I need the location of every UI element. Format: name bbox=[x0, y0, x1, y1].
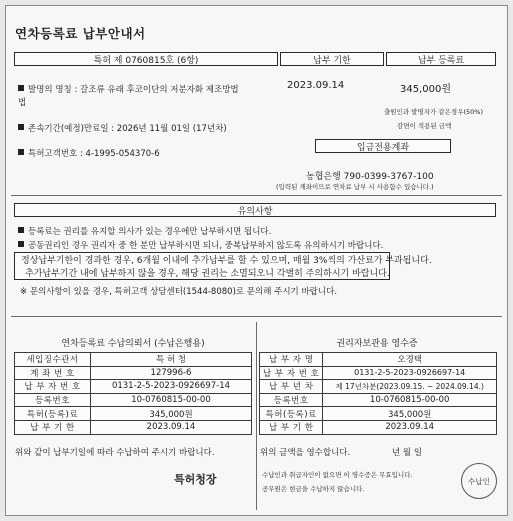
table-row: 계 좌 번 호 127996-6 bbox=[15, 366, 252, 380]
divider bbox=[11, 316, 502, 317]
table-row: 납 부 년 차 제 17년차분(2023.09.15. ~ 2024.09.14.) bbox=[260, 380, 497, 394]
fee-amount: 345,000원 bbox=[400, 84, 452, 95]
table-row: 납 부 기 한 2023.09.14 bbox=[260, 420, 497, 434]
receipt-stamp: 수납인 bbox=[461, 463, 497, 499]
notice-item-2: 공동권리인 경우 권리자 중 한 분만 납부하시면 되니, 중복납부하지 않도록 유의하시기 바랍니다. bbox=[18, 239, 383, 251]
duration: 존속기간(예정)만료일 : 2026년 11월 01일 (17년차) bbox=[18, 122, 227, 134]
warning-box bbox=[14, 252, 432, 280]
warning-line-2: 추가납부기간 내에 납부하지 않을 경우, 해당 권리는 소멸되오니 각별히 주의하시기 바랍니다. bbox=[25, 269, 390, 279]
warning-line-1: 정상납부기한이 경과한 경우, 6개월 이내에 추가납부를 할 수 있으며, 매월 3%씩의 가산료가 부과됩니다. bbox=[21, 256, 432, 266]
office-name: 특허청장 bbox=[174, 473, 217, 486]
due-label: 납부 기한 bbox=[313, 55, 351, 66]
receipt-footer-1: 수납인과 취급자인이 없으면 이 영수증은 무효입니다. bbox=[262, 471, 413, 479]
bullet-square-icon bbox=[18, 241, 24, 247]
page-title: 연차등록료 납부안내서 bbox=[15, 26, 146, 41]
fee-label: 납부 등록료 bbox=[417, 55, 465, 66]
left-receipt-heading: 연차등록료 수납의뢰서 (수납은행용) bbox=[61, 339, 205, 349]
received-text: 위의 금액을 영수합니다. bbox=[260, 448, 351, 458]
table-row: 납 부 자 번 호 0131-2-5-2023-0926697-14 bbox=[260, 366, 497, 380]
patent-number: 특허 제 0760815호 (6항) bbox=[93, 55, 199, 66]
patent-number-box bbox=[14, 52, 278, 66]
left-receipt-footer: 위와 같이 납부기일에 따라 수납하여 주시기 바랍니다. bbox=[15, 448, 215, 458]
notice-item-1: 등록료는 권리를 유지할 의사가 있는 경우에만 납부하시면 됩니다. bbox=[18, 225, 271, 237]
table-row: 등록번호 10-0760815-00-00 bbox=[15, 393, 252, 407]
account-label-box bbox=[315, 139, 451, 153]
notice-heading-box bbox=[14, 203, 496, 217]
table-row: 세입징수관서 특 허 청 bbox=[15, 353, 252, 367]
customer-number: 특허고객번호 : 4-1995-054370-6 bbox=[18, 147, 160, 159]
receipt-footer-2: 공무원은 현금을 수납하지 않습니다. bbox=[262, 485, 365, 493]
bullet-square-icon bbox=[18, 124, 24, 130]
table-row: 특허(등록)료 345,000원 bbox=[260, 407, 497, 421]
invention-title: 발명의 명칭 : 갈조류 유래 후코이단의 저분자화 제조방법 bbox=[18, 83, 239, 95]
table-row: 납 부 기 한 2023.09.14 bbox=[15, 420, 252, 434]
account-note: (입력된 계좌이므로 연차료 납부 시 사용함수 있습니다.) bbox=[276, 183, 434, 191]
table-row: 특허(등록)료 345,000원 bbox=[15, 407, 252, 421]
notice-heading: 유의사항 bbox=[237, 206, 273, 217]
bullet-square-icon bbox=[18, 85, 24, 91]
fee-label-box bbox=[386, 52, 496, 66]
reduction-applied: 감면이 적용된 금액 bbox=[397, 122, 452, 130]
due-date: 2023.09.14 bbox=[287, 80, 345, 91]
bank-account: 농협은행 790-0399-3767-100 bbox=[306, 172, 434, 182]
right-receipt-heading: 권리자보관용 영수증 bbox=[336, 339, 418, 349]
divider bbox=[11, 195, 502, 196]
left-receipt-table bbox=[14, 352, 252, 435]
reduction-note: 출원인과 발명자가 같은경우(50%) bbox=[384, 108, 483, 116]
account-label: 입금전용계좌 bbox=[356, 142, 410, 153]
table-row: 납 부 자 명 오경택 bbox=[260, 353, 497, 367]
table-row: 등록번호 10-0760815-00-00 bbox=[260, 393, 497, 407]
bullet-square-icon bbox=[18, 149, 24, 155]
contact-note: ※ 문의사항이 있을 경우, 특허고객 상담센터(1544-8080)로 문의해 주시기 바랍니다. bbox=[20, 287, 338, 297]
right-receipt-table bbox=[259, 352, 497, 435]
table-row: 납 부 자 번 호 0131-2-5-2023-0926697-14 bbox=[15, 380, 252, 394]
divider bbox=[256, 322, 257, 510]
receipt-date: 년 월 일 bbox=[392, 448, 423, 458]
due-label-box bbox=[280, 52, 384, 66]
invention-title-wrap: 법 bbox=[18, 98, 27, 108]
bullet-square-icon bbox=[18, 227, 24, 233]
